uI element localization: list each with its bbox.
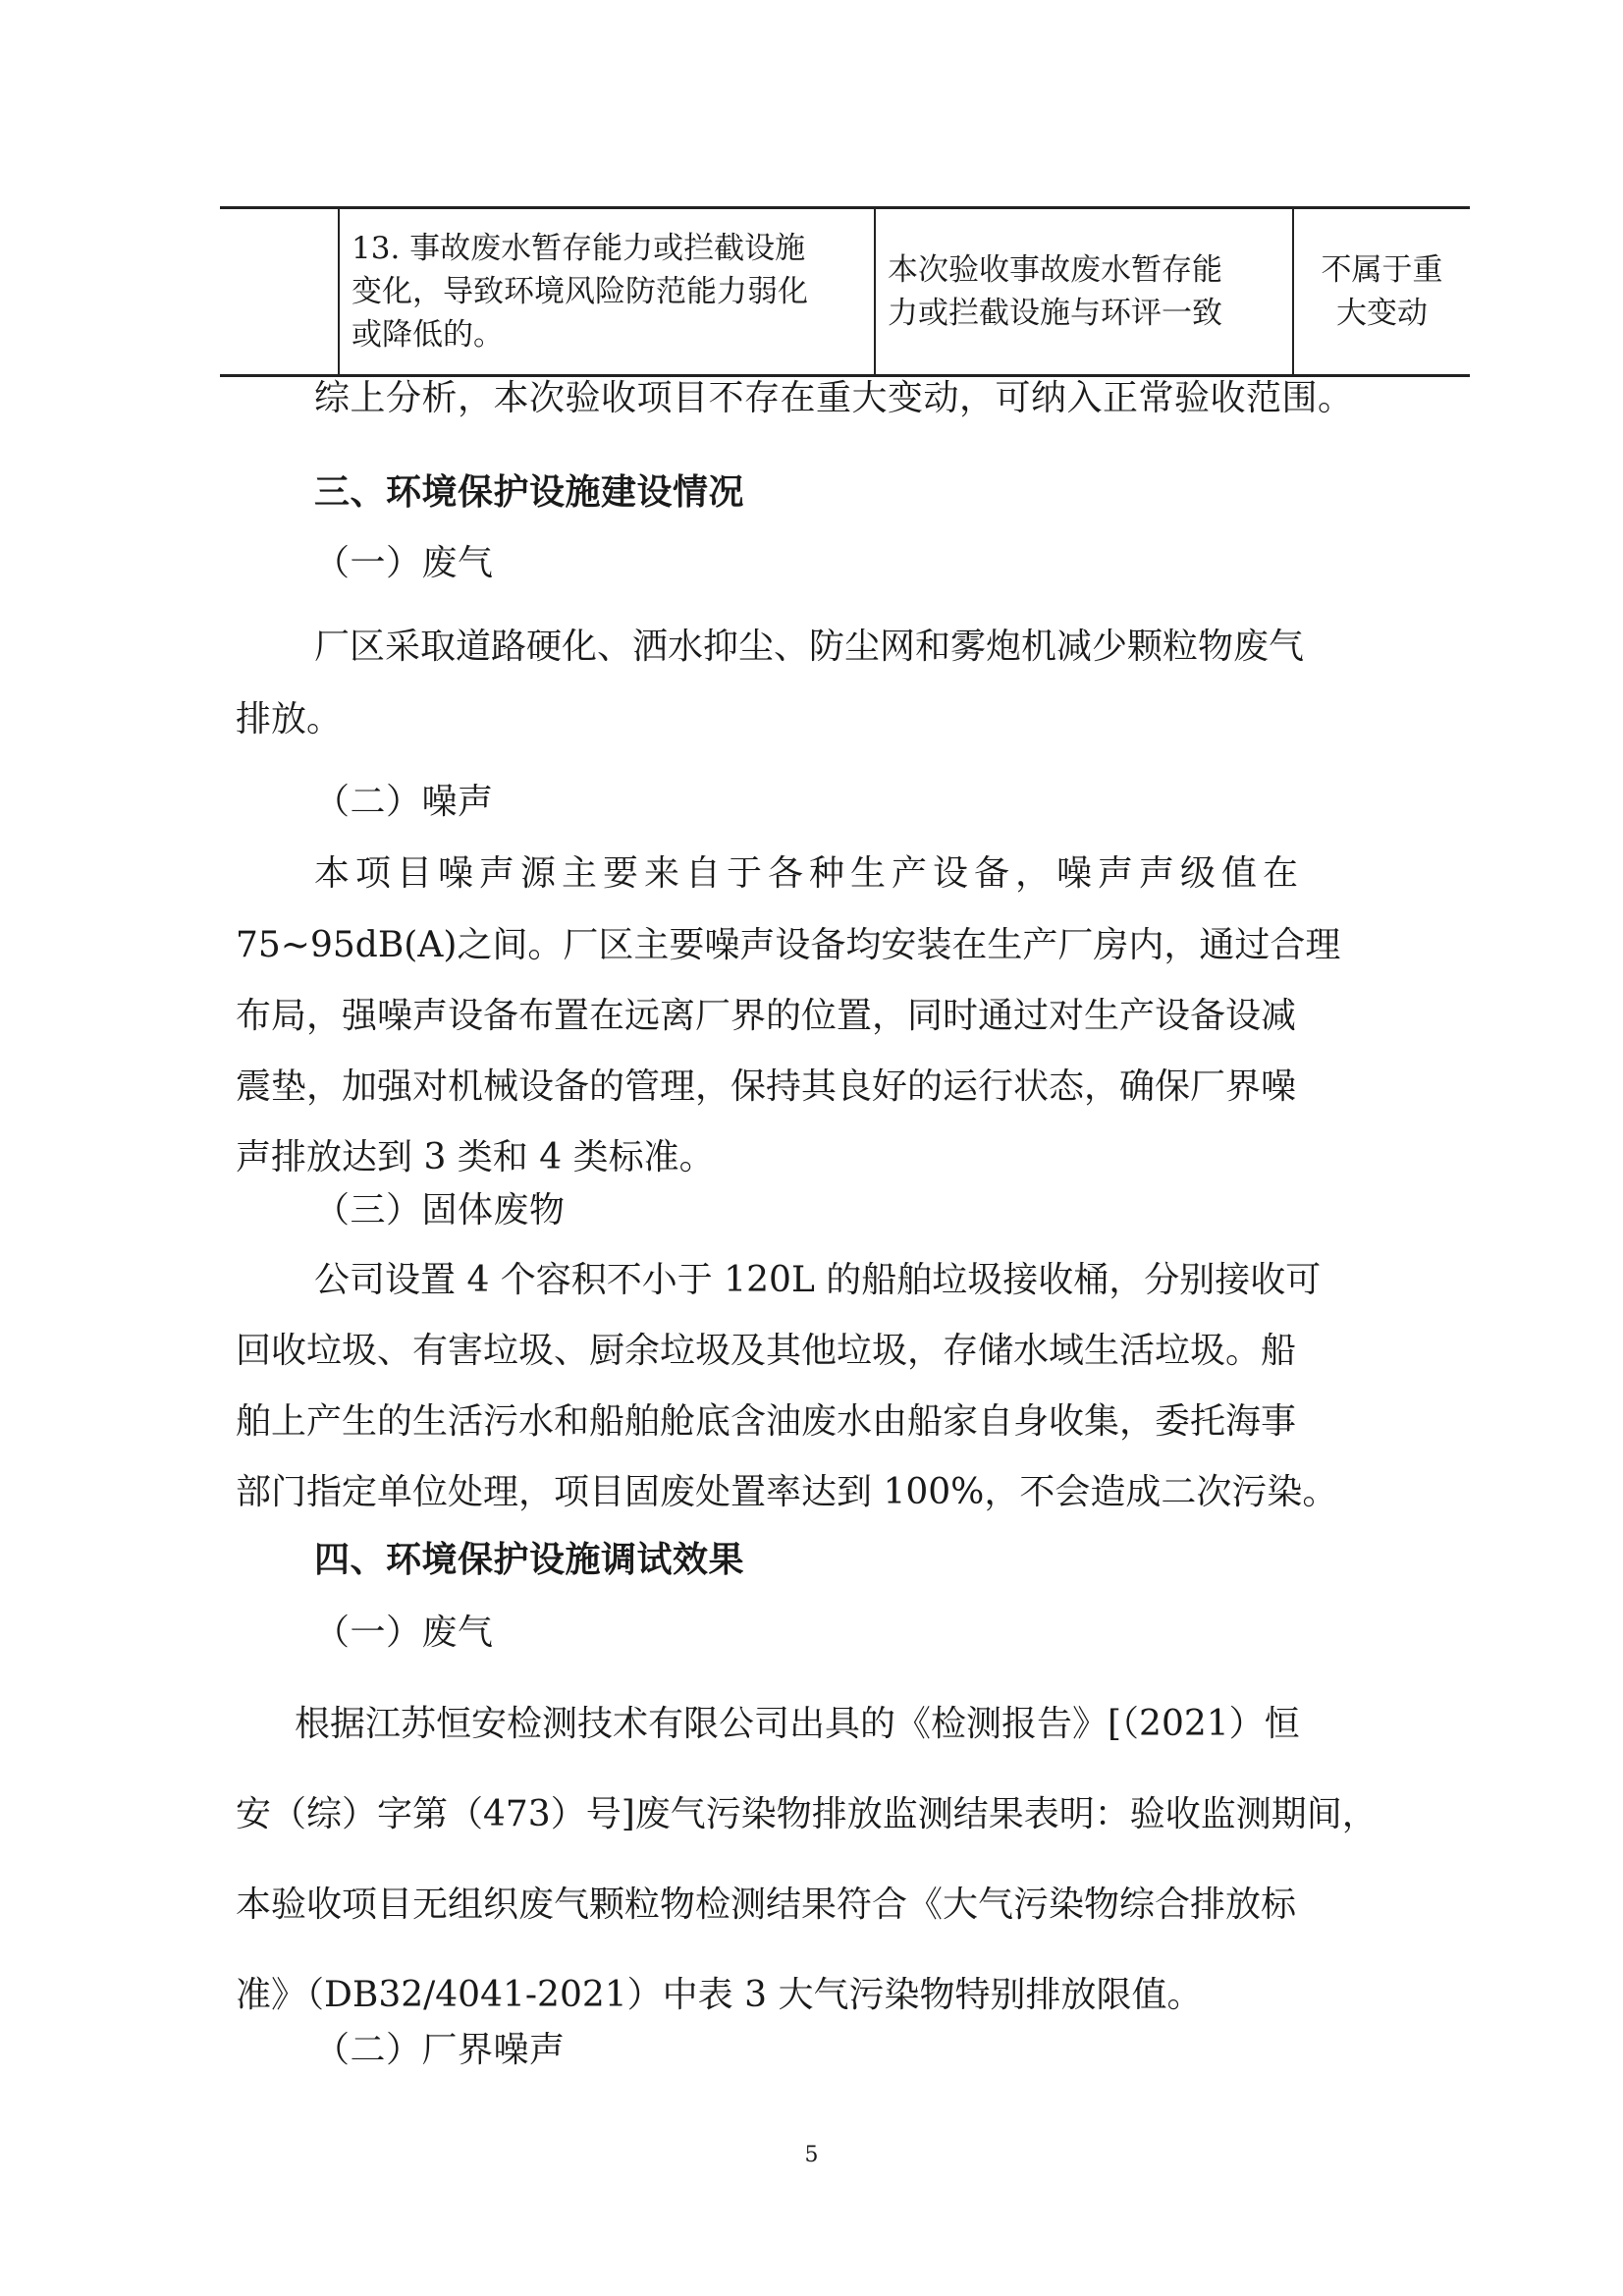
section3-heading: 三、环境保护设施建设情况 bbox=[314, 471, 745, 513]
paragraph-line: 安（综）字第（473）号]废气污染物排放监测结果表明：验收监测期间， bbox=[236, 1794, 1378, 1834]
table-cell-conclusion bbox=[1293, 208, 1470, 376]
cell-line: 力或拦截设施与环评一致 bbox=[888, 296, 1222, 331]
paragraph-line: 声排放达到 3 类和 4 类标准。 bbox=[236, 1137, 715, 1177]
section3-sub1-heading: （一）废气 bbox=[314, 543, 494, 583]
paragraph-line: 本验收项目无组织废气颗粒物检测结果符合《大气污染物综合排放标 bbox=[236, 1885, 1297, 1925]
section3-sub1-paragraph-cont bbox=[236, 683, 342, 756]
page-number: 5 bbox=[804, 2143, 819, 2167]
section3-sub1-paragraph bbox=[314, 611, 1304, 683]
paragraph-line: 震垫，加强对机械设备的管理，保持其良好的运行状态，确保厂界噪 bbox=[236, 1066, 1297, 1107]
paragraph-line: 舶上产生的生活污水和船舶舱底含油废水由船家自身收集，委托海事 bbox=[236, 1401, 1297, 1442]
section4-sub1-paragraph bbox=[236, 1770, 1378, 2041]
change-table bbox=[220, 206, 1470, 377]
table-cell-item bbox=[339, 208, 875, 376]
table-cell-empty bbox=[220, 208, 339, 376]
section3-sub3-paragraph-first bbox=[314, 1245, 1321, 1316]
cell-line: 本次验收事故废水暂存能 bbox=[888, 252, 1222, 288]
paragraph-line: 准》（DB32/4041-2021）中表 3 大气污染物特别排放限值。 bbox=[236, 1975, 1203, 2015]
change-table-wrapper bbox=[220, 206, 1443, 377]
paragraph-line: 排放。 bbox=[236, 699, 343, 739]
section3-sub2-heading: （二）噪声 bbox=[314, 782, 494, 822]
cell-line: 大变动 bbox=[1336, 296, 1428, 331]
cell-line: 变化，导致环境风险防范能力弱化 bbox=[352, 274, 808, 309]
section4-heading: 四、环境保护设施调试效果 bbox=[314, 1539, 745, 1580]
section3-sub3-paragraph bbox=[236, 1316, 1337, 1528]
section4-sub1-paragraph-first bbox=[295, 1679, 1300, 1770]
section3-sub3-heading: （三）固体废物 bbox=[314, 1190, 566, 1230]
summary-text: 综上分析，本次验收项目不存在重大变动，可纳入正常验收范围。 bbox=[314, 378, 1354, 418]
section3-sub2-paragraph bbox=[236, 910, 1340, 1193]
paragraph-line: 回收垃圾、有害垃圾、厨余垃圾及其他垃圾，存储水域生活垃圾。船 bbox=[236, 1331, 1297, 1371]
paragraph-line: 本项目噪声源主要来自于各种生产设备，噪声声级值在 bbox=[314, 853, 1305, 894]
cell-line: 或降低的。 bbox=[352, 317, 504, 353]
paragraph-line: 部门指定单位处理，项目固废处置率达到 100%，不会造成二次污染。 bbox=[236, 1472, 1338, 1512]
paragraph-line: 厂区采取道路硬化、洒水抑尘、防尘网和雾炮机减少颗粒物废气 bbox=[314, 627, 1305, 667]
section4-sub2-heading: （二）厂界噪声 bbox=[314, 2030, 566, 2070]
paragraph-line: 布局，强噪声设备布置在远离厂界的位置，同时通过对生产设备设减 bbox=[236, 996, 1297, 1036]
paragraph-line: 公司设置 4 个容积不小于 120L 的船舶垃圾接收桶，分别接收可 bbox=[314, 1260, 1322, 1300]
cell-line: 13. 事故废水暂存能力或拦截设施 bbox=[352, 231, 806, 266]
section4-sub1-heading: （一）废气 bbox=[314, 1613, 494, 1653]
table-cell-situation bbox=[875, 208, 1293, 376]
section3-sub2-paragraph-first bbox=[314, 838, 1304, 910]
paragraph-line: 根据江苏恒安检测技术有限公司出具的《检测报告》[（2021）恒 bbox=[295, 1704, 1300, 1744]
paragraph-line: 75~95dB(A)之间。厂区主要噪声设备均安装在生产厂房内，通过合理 bbox=[236, 925, 1341, 965]
cell-line: 不属于重 bbox=[1321, 252, 1443, 288]
table-row bbox=[220, 208, 1470, 376]
